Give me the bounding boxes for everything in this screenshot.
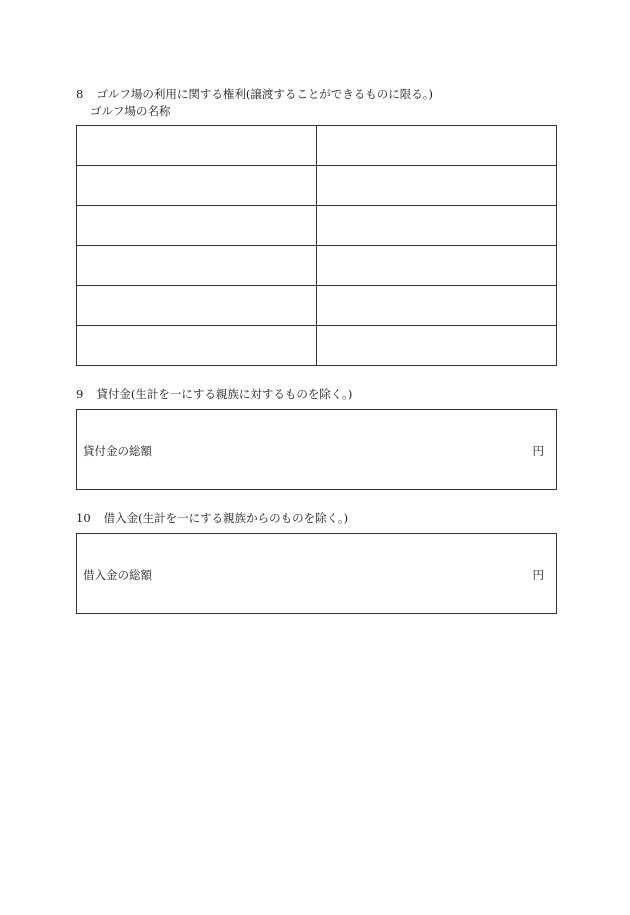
borrowing-total-label: 借入金の総額 <box>83 568 152 582</box>
borrowing-total-box <box>76 533 557 614</box>
golf-course-name-cell[interactable] <box>77 246 317 286</box>
section-10-number: 10 <box>76 511 91 525</box>
table-row <box>77 286 557 326</box>
borrowing-total-unit: 円 <box>532 568 544 582</box>
golf-course-name-label: ゴルフ場の名称 <box>90 104 171 118</box>
table-row <box>77 246 557 286</box>
table-row <box>77 166 557 206</box>
golf-course-name-cell[interactable] <box>317 246 557 286</box>
section-10-heading <box>76 511 348 525</box>
golf-course-name-cell[interactable] <box>317 206 557 246</box>
loan-total-unit: 円 <box>532 444 544 458</box>
golf-course-name-cell[interactable] <box>77 166 317 206</box>
golf-course-name-cell[interactable] <box>317 326 557 366</box>
section-9-heading <box>76 387 352 401</box>
golf-course-name-cell[interactable] <box>317 166 557 206</box>
section-10-title: 借入金(生計を一にする親族からのものを除く。) <box>103 511 349 525</box>
golf-course-table <box>76 125 557 366</box>
section-9-number: 9 <box>76 387 84 401</box>
table-row <box>77 206 557 246</box>
golf-course-name-cell[interactable] <box>317 126 557 166</box>
table-row <box>77 126 557 166</box>
loan-total-box <box>76 409 557 490</box>
table-row <box>77 326 557 366</box>
loan-total-label: 貸付金の総額 <box>83 444 152 458</box>
golf-course-name-cell[interactable] <box>77 326 317 366</box>
golf-course-name-cell[interactable] <box>77 126 317 166</box>
golf-course-name-cell[interactable] <box>77 206 317 246</box>
section-8-heading <box>76 87 433 101</box>
golf-course-name-cell[interactable] <box>77 286 317 326</box>
section-8-number: 8 <box>76 87 84 101</box>
golf-course-name-cell[interactable] <box>317 286 557 326</box>
section-8-title: ゴルフ場の利用に関する権利(譲渡することができるものに限る。) <box>96 87 434 101</box>
section-9-title: 貸付金(生計を一にする親族に対するものを除く。) <box>96 387 353 401</box>
